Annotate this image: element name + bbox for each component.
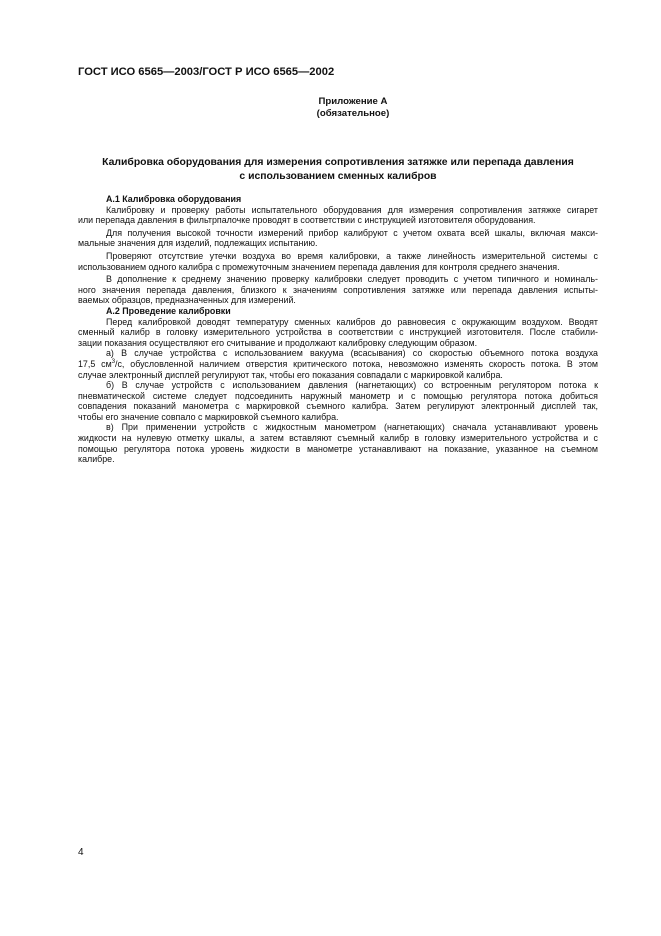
paragraph-line: в) При применении устройств с жидкостным манометром (нагнетающих) сначала устанавливают уровень (106, 422, 598, 433)
paragraph-line: пневматической системе следует подсоединить наружный манометр и с помощью регулятора потока добиться (78, 390, 598, 401)
section-a1-heading: А.1 Калибровка оборудования (106, 194, 242, 204)
paragraph-line: В дополнение к среднему значению проверку калибровки следует проводить с учетом типичного и номиналь- (106, 274, 598, 285)
annex-body (78, 194, 598, 465)
page-number: 4 (78, 847, 84, 858)
section-a2-heading: А.2 Проведение калибровки (106, 305, 231, 316)
annex-title-line-1: Калибровка оборудования для измерения сопротивления затяжке или перепада давления (102, 157, 574, 168)
annex-title (78, 156, 598, 184)
annex-block (0, 96, 661, 120)
paragraph-line: Проверяют отсутствие утечки воздуха во время калибровки, а также линейность измерительной системы с (106, 250, 598, 261)
annex-title-line-2: с использованием сменных калибров (239, 171, 437, 182)
annex-label: Приложение А (318, 96, 388, 107)
unit-text-rest: /с, обусловленной наличием отверстия критического потока, невозможно изменять скорость потока. В этом (115, 358, 598, 369)
paragraph-line: совпадения показаний манометра с маркировкой съемного калибра. Затем регулируют электронный дисплей так, (78, 401, 598, 412)
annex-status: (обязательное) (316, 108, 390, 119)
paragraph-line: или перепада давления в фильтрпалочке проводят в соответствии с инструкцией изготовителя оборудования. (78, 215, 536, 226)
paragraph-line: а) В случае устройства с использованием вакуума (всасывания) со скоростью объемного потока воздуха (106, 348, 598, 359)
paragraph-line: чтобы его значение совпало с маркировкой съемного калибра. (78, 411, 339, 422)
paragraph-line: Для получения высокой точности измерений прибор калибруют с учетом охвата всей шкалы, включая макси- (106, 227, 598, 238)
paragraph-line: помощью регулятора потока уровень жидкости в манометре устанавливают на показание, указанное на съемном (78, 443, 598, 454)
paragraph-line: жидкости на нулевую отметку шкалы, а затем вставляют съемный калибр в головку измерительного устройства и с (78, 433, 598, 444)
paragraph-line: сменный калибр в головку измерительного устройства в соответствии с инструкцией изготовителя. После стабили- (78, 327, 598, 338)
paragraph-line: б) В случае устройств с использованием давления (нагнетающих) со встроенным регулятором потока к (106, 380, 598, 391)
paragraph-line: использованием одного калибра с промежуточным значением перепада давления для контроля среднего значения. (78, 261, 560, 272)
unit-text: 17,5 см (78, 358, 112, 369)
paragraph-line: зации показания осуществляют его считывание и продолжают калибровку следующим образом. (78, 337, 478, 348)
paragraph-line: случае электронный дисплей регулируют так, чтобы его показания совпадали с маркировкой калибра. (78, 369, 503, 380)
paragraph-line: калибре. (78, 454, 115, 465)
paragraph-line: мальные значения для изделий, подлежащих испытанию. (78, 238, 318, 249)
paragraph-line: Перед калибровкой доводят температуру сменных калибров до равновесия с окружающим воздухом. Вводят (106, 316, 598, 327)
paragraph-line-with-unit (78, 359, 598, 370)
running-header: ГОСТ ИСО 6565—2003/ГОСТ Р ИСО 6565—2002 (78, 66, 335, 78)
paragraph-line: Калибровку и проверку работы испытательного оборудования для измерения сопротивления затяжке сигарет (106, 204, 598, 215)
unit-superscript: 3 (111, 358, 116, 365)
paragraph-line: ваемых образцов, предназначенных для измерений. (78, 295, 296, 306)
paragraph-line: ного значения перепада давления, близкого к значениям сопротивления затяжке или перепада давления испыты- (78, 284, 598, 295)
